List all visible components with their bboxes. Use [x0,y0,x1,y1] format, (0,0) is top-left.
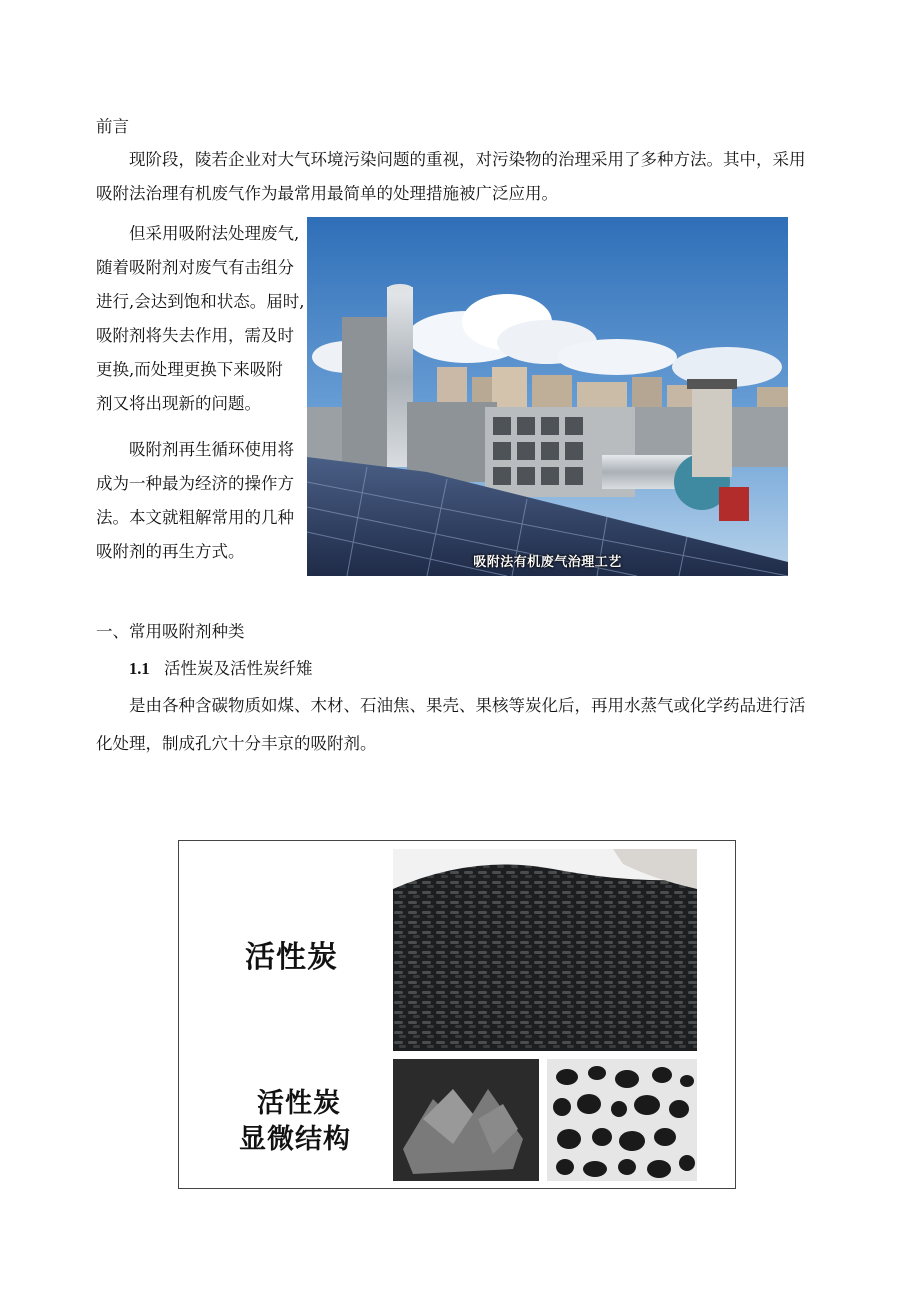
section1-heading: 一、常用吸附剂种类 [96,622,245,641]
section1-sub-number: 1.1 [129,659,150,678]
carbon-pellets-image [393,849,697,1051]
figure2-label-bottom-line1: 活性炭 [257,1088,341,1119]
preface-para2-line: 进行,会达到饱和状态。届时, [96,292,305,311]
preface-para2-line: 随着吸附剂对废气有击组分 [96,258,294,277]
preface-para2-line: 吸附剂将失去作用，需及时 [96,326,294,345]
figure2-label-top: 活性炭 [245,940,338,975]
preface-para3-line: 吸附剂的再生方式。 [96,542,245,561]
rooftop-equipment-photo-art [307,217,788,576]
preface-para1-line1: 现阶段，陵若企业对大气环境污染问题的重视，对污染物的治理采用了多种方法。其中，采用 [129,150,806,169]
preface-para3-line: 吸附剂再生循环使用将 [129,440,294,459]
figure1-caption: 吸附法有机废气治理工艺 [473,555,622,570]
section1-sub-title: 活性炭及活性炭纤雉 [164,659,313,678]
preface-para2-line: 更换,而处理更换下来吸附 [96,360,283,379]
preface-heading: 前言 [96,117,129,136]
preface-para1-line2: 吸附法治理有机废气作为最常用最简单的处理措施被广泛应用。 [96,184,558,203]
carbon-micro-image-1 [393,1059,539,1181]
preface-para3-line: 成为一种最为经济的操作方 [96,474,294,493]
preface-para2-line: 剂又将出现新的问题。 [96,394,261,413]
rooftop-equipment-photo [307,217,788,576]
section1-para-line2: 化处理，制成孔穴十分丰京的吸附剂。 [96,734,377,753]
figure2-label-bottom-line2: 显微结构 [239,1124,351,1155]
activated-carbon-photo [178,840,736,1189]
section1-para-line1: 是由各种含碳物质如煤、木材、石油焦、果壳、果核等炭化后，再用水蒸气或化学药品进行活 [129,696,806,715]
preface-para3-line: 法。本文就粗解常用的几种 [96,508,294,527]
preface-para2-line: 但采用吸附法处理废气, [129,224,300,243]
carbon-micro-image-2 [547,1059,697,1181]
